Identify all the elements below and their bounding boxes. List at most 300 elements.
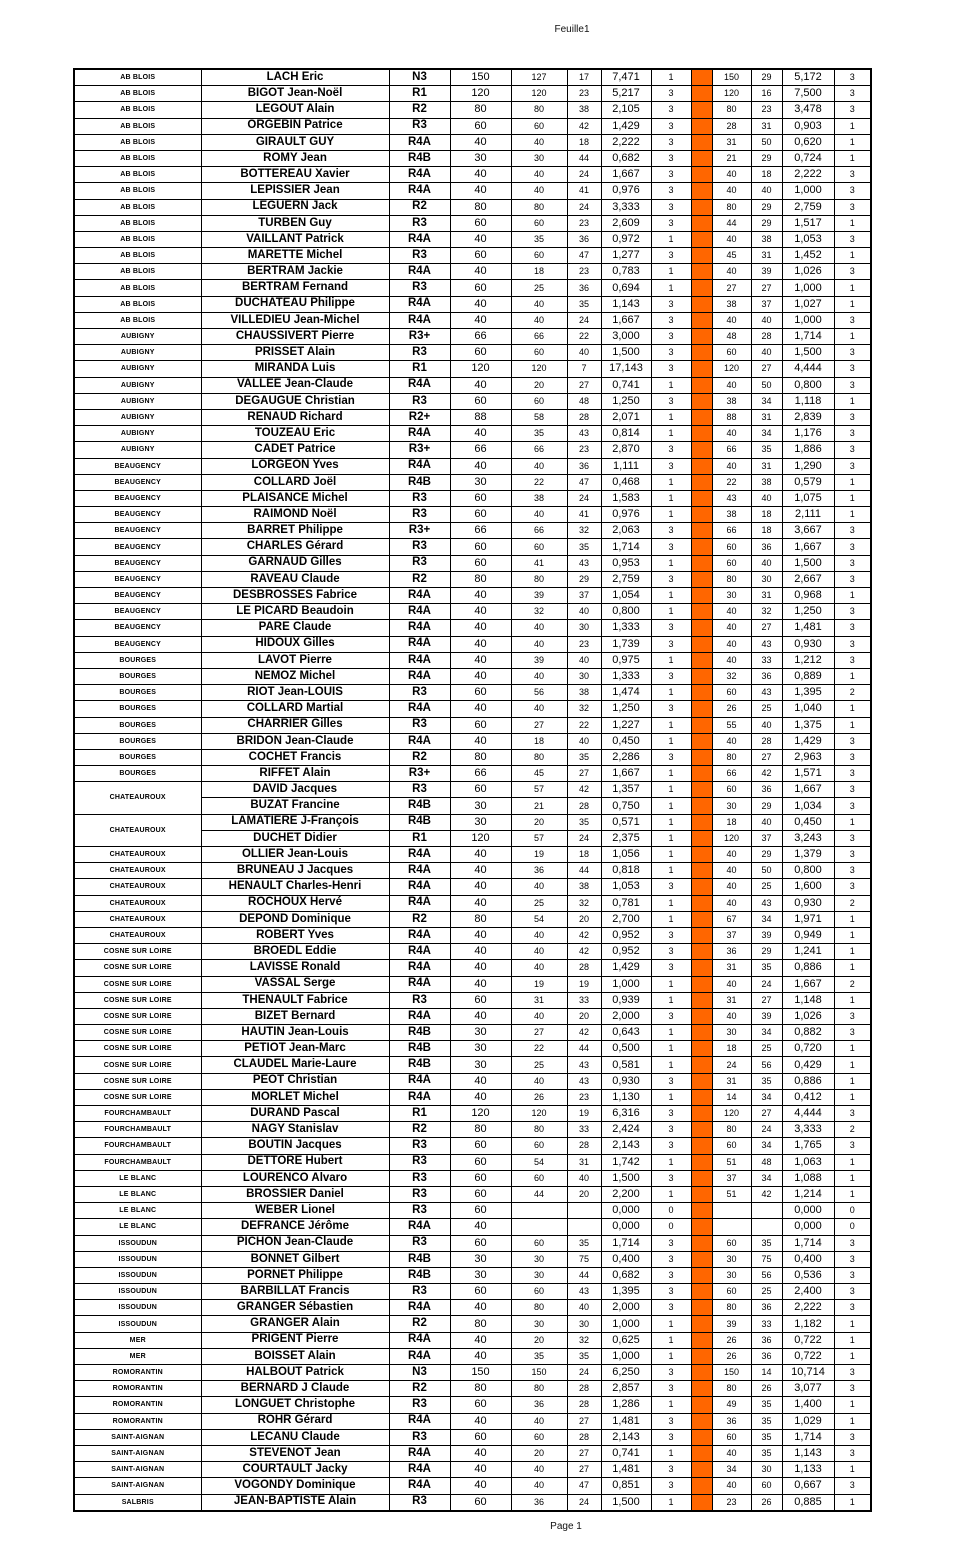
- value-cell-3: 36: [567, 458, 601, 474]
- player-name-cell: LEGOUT Alain: [201, 102, 389, 118]
- value-cell-5: 3: [651, 960, 691, 976]
- value-cell-6: 36: [712, 944, 751, 960]
- value-cell-2: 40: [511, 960, 567, 976]
- value-cell-3: 27: [567, 1445, 601, 1461]
- value-cell-2: 30: [511, 1251, 567, 1267]
- highlight-cell: [691, 231, 712, 247]
- value-cell-6: 40: [712, 426, 751, 442]
- value-cell-8: 0,722: [782, 1332, 834, 1348]
- club-cell: CHATEAUROUX: [74, 927, 201, 943]
- value-cell-6: 37: [712, 927, 751, 943]
- value-cell-1: 120: [450, 830, 511, 846]
- value-cell-4: 0,800: [601, 604, 651, 620]
- value-cell-8: 1,250: [782, 604, 834, 620]
- value-cell-9: 1: [834, 329, 871, 345]
- value-cell-8: 1,000: [782, 312, 834, 328]
- value-cell-7: 30: [751, 571, 782, 587]
- club-cell: FOURCHAMBAULT: [74, 1138, 201, 1154]
- player-name-cell: LEPISSIER Jean: [201, 183, 389, 199]
- highlight-cell: [691, 118, 712, 134]
- grade-cell: R4A: [389, 1445, 450, 1461]
- value-cell-9: 1: [834, 960, 871, 976]
- value-cell-2: 40: [511, 636, 567, 652]
- value-cell-3: 24: [567, 312, 601, 328]
- highlight-cell: [691, 167, 712, 183]
- value-cell-5: 3: [651, 1284, 691, 1300]
- value-cell-2: 40: [511, 620, 567, 636]
- value-cell-5: 3: [651, 1478, 691, 1494]
- value-cell-8: 1,143: [782, 1445, 834, 1461]
- value-cell-9: 2: [834, 685, 871, 701]
- value-cell-9: 3: [834, 604, 871, 620]
- value-cell-6: [712, 1219, 751, 1235]
- player-name-cell: BROSSIER Daniel: [201, 1186, 389, 1202]
- player-name-cell: GIRAULT GUY: [201, 134, 389, 150]
- value-cell-3: 40: [567, 1300, 601, 1316]
- club-cell: LE BLANC: [74, 1186, 201, 1202]
- value-cell-4: 1,500: [601, 1494, 651, 1511]
- value-cell-3: 47: [567, 1478, 601, 1494]
- value-cell-7: [751, 1203, 782, 1219]
- value-cell-8: 1,667: [782, 539, 834, 555]
- grade-cell: R4A: [389, 733, 450, 749]
- table-row: [74, 1494, 871, 1511]
- value-cell-3: 43: [567, 426, 601, 442]
- grade-cell: R4A: [389, 426, 450, 442]
- table-row: [74, 393, 871, 409]
- value-cell-6: 40: [712, 312, 751, 328]
- value-cell-4: 2,000: [601, 1008, 651, 1024]
- value-cell-2: 40: [511, 1008, 567, 1024]
- value-cell-7: 43: [751, 685, 782, 701]
- club-cell: ROMORANTIN: [74, 1413, 201, 1429]
- value-cell-6: 40: [712, 1445, 751, 1461]
- value-cell-5: 3: [651, 442, 691, 458]
- value-cell-9: 3: [834, 1300, 871, 1316]
- value-cell-9: 1: [834, 1494, 871, 1511]
- value-cell-1: 60: [450, 1186, 511, 1202]
- value-cell-8: 0,800: [782, 863, 834, 879]
- value-cell-5: 1: [651, 685, 691, 701]
- value-cell-1: 60: [450, 1397, 511, 1413]
- value-cell-4: 1,333: [601, 668, 651, 684]
- value-cell-4: 2,286: [601, 749, 651, 765]
- highlight-cell: [691, 1267, 712, 1283]
- value-cell-4: 1,481: [601, 1462, 651, 1478]
- table-row: [74, 1381, 871, 1397]
- value-cell-4: 0,972: [601, 231, 651, 247]
- value-cell-6: 40: [712, 863, 751, 879]
- value-cell-7: 40: [751, 490, 782, 506]
- value-cell-7: 38: [751, 231, 782, 247]
- table-row: [74, 539, 871, 555]
- club-cell: COSNE SUR LOIRE: [74, 1008, 201, 1024]
- value-cell-4: 1,357: [601, 782, 651, 798]
- highlight-cell: [691, 280, 712, 296]
- value-cell-3: 24: [567, 490, 601, 506]
- value-cell-1: 40: [450, 1445, 511, 1461]
- value-cell-9: 1: [834, 393, 871, 409]
- value-cell-9: 3: [834, 1025, 871, 1041]
- table-row: [74, 118, 871, 134]
- value-cell-9: 1: [834, 1057, 871, 1073]
- value-cell-8: 7,500: [782, 86, 834, 102]
- grade-cell: R2: [389, 1122, 450, 1138]
- value-cell-1: 60: [450, 1284, 511, 1300]
- value-cell-7: 31: [751, 409, 782, 425]
- club-cell: BEAUGENCY: [74, 588, 201, 604]
- value-cell-8: 0,968: [782, 588, 834, 604]
- player-name-cell: LOURENCO Alvaro: [201, 1170, 389, 1186]
- value-cell-6: 40: [712, 604, 751, 620]
- value-cell-6: 80: [712, 1122, 751, 1138]
- value-cell-4: 2,424: [601, 1122, 651, 1138]
- table-row: [74, 1235, 871, 1251]
- club-cell: COSNE SUR LOIRE: [74, 960, 201, 976]
- value-cell-7: 31: [751, 118, 782, 134]
- value-cell-6: 80: [712, 571, 751, 587]
- grade-cell: R4A: [389, 960, 450, 976]
- value-cell-8: 1,241: [782, 944, 834, 960]
- value-cell-6: 38: [712, 393, 751, 409]
- value-cell-6: 21: [712, 150, 751, 166]
- value-cell-5: 1: [651, 1025, 691, 1041]
- value-cell-3: 35: [567, 749, 601, 765]
- value-cell-6: 60: [712, 539, 751, 555]
- value-cell-2: 40: [511, 879, 567, 895]
- player-name-cell: RIFFET Alain: [201, 766, 389, 782]
- value-cell-1: 60: [450, 1429, 511, 1445]
- value-cell-5: 3: [651, 167, 691, 183]
- highlight-cell: [691, 1397, 712, 1413]
- player-name-cell: GRANGER Alain: [201, 1316, 389, 1332]
- value-cell-2: 40: [511, 183, 567, 199]
- highlight-cell: [691, 782, 712, 798]
- value-cell-7: 14: [751, 1365, 782, 1381]
- table-row: [74, 1267, 871, 1283]
- value-cell-8: 1,971: [782, 911, 834, 927]
- highlight-cell: [691, 604, 712, 620]
- value-cell-8: 1,034: [782, 798, 834, 814]
- player-name-cell: VILLEDIEU Jean-Michel: [201, 312, 389, 328]
- highlight-cell: [691, 766, 712, 782]
- value-cell-6: 43: [712, 490, 751, 506]
- player-name-cell: VAILLANT Patrick: [201, 231, 389, 247]
- value-cell-5: 0: [651, 1203, 691, 1219]
- value-cell-7: 24: [751, 976, 782, 992]
- highlight-cell: [691, 1348, 712, 1364]
- value-cell-7: 40: [751, 814, 782, 830]
- value-cell-8: 2,111: [782, 507, 834, 523]
- value-cell-9: 1: [834, 150, 871, 166]
- value-cell-9: 1: [834, 1397, 871, 1413]
- grade-cell: R4B: [389, 814, 450, 830]
- value-cell-6: 40: [712, 264, 751, 280]
- club-cell: AB BLOIS: [74, 215, 201, 231]
- value-cell-8: 1,765: [782, 1138, 834, 1154]
- value-cell-6: 28: [712, 118, 751, 134]
- value-cell-3: 28: [567, 1381, 601, 1397]
- value-cell-7: 29: [751, 199, 782, 215]
- value-cell-5: 3: [651, 393, 691, 409]
- value-cell-7: 34: [751, 393, 782, 409]
- highlight-cell: [691, 264, 712, 280]
- value-cell-7: 23: [751, 102, 782, 118]
- value-cell-1: 40: [450, 1332, 511, 1348]
- value-cell-5: 1: [651, 717, 691, 733]
- value-cell-5: 3: [651, 1073, 691, 1089]
- value-cell-2: 60: [511, 1138, 567, 1154]
- player-name-cell: PRISSET Alain: [201, 345, 389, 361]
- value-cell-2: 120: [511, 1106, 567, 1122]
- table-row: [74, 588, 871, 604]
- value-cell-5: 3: [651, 927, 691, 943]
- player-name-cell: NEMOZ Michel: [201, 668, 389, 684]
- value-cell-1: 60: [450, 118, 511, 134]
- value-cell-1: 60: [450, 507, 511, 523]
- value-cell-2: 19: [511, 976, 567, 992]
- value-cell-7: 42: [751, 766, 782, 782]
- highlight-cell: [691, 1413, 712, 1429]
- value-cell-6: 40: [712, 1008, 751, 1024]
- value-cell-1: 120: [450, 1106, 511, 1122]
- value-cell-6: 32: [712, 668, 751, 684]
- highlight-cell: [691, 830, 712, 846]
- value-cell-5: 1: [651, 1154, 691, 1170]
- value-cell-8: 1,088: [782, 1170, 834, 1186]
- value-cell-6: 120: [712, 1106, 751, 1122]
- value-cell-5: 3: [651, 879, 691, 895]
- value-cell-7: 27: [751, 1106, 782, 1122]
- value-cell-2: 40: [511, 668, 567, 684]
- value-cell-4: 0,500: [601, 1041, 651, 1057]
- value-cell-6: 30: [712, 1251, 751, 1267]
- value-cell-7: 33: [751, 1316, 782, 1332]
- value-cell-1: 40: [450, 167, 511, 183]
- highlight-cell: [691, 474, 712, 490]
- grade-cell: R3: [389, 782, 450, 798]
- value-cell-3: 32: [567, 701, 601, 717]
- value-cell-3: 35: [567, 1348, 601, 1364]
- value-cell-4: 3,333: [601, 199, 651, 215]
- value-cell-5: 1: [651, 555, 691, 571]
- value-cell-8: 1,212: [782, 652, 834, 668]
- value-cell-9: 3: [834, 345, 871, 361]
- value-cell-3: 42: [567, 118, 601, 134]
- value-cell-4: 0,976: [601, 507, 651, 523]
- value-cell-9: 1: [834, 1348, 871, 1364]
- value-cell-7: 60: [751, 1478, 782, 1494]
- grade-cell: R3: [389, 1429, 450, 1445]
- value-cell-8: 1,500: [782, 555, 834, 571]
- player-name-cell: LORGEON Yves: [201, 458, 389, 474]
- value-cell-7: 35: [751, 1073, 782, 1089]
- value-cell-5: 3: [651, 668, 691, 684]
- player-name-cell: BOTTEREAU Xavier: [201, 167, 389, 183]
- value-cell-1: 60: [450, 717, 511, 733]
- highlight-cell: [691, 911, 712, 927]
- value-cell-6: 40: [712, 231, 751, 247]
- highlight-cell: [691, 1203, 712, 1219]
- highlight-cell: [691, 458, 712, 474]
- value-cell-7: 30: [751, 1462, 782, 1478]
- value-cell-3: [567, 1203, 601, 1219]
- value-cell-3: 28: [567, 1138, 601, 1154]
- value-cell-1: 40: [450, 377, 511, 393]
- value-cell-6: 67: [712, 911, 751, 927]
- value-cell-4: 6,250: [601, 1365, 651, 1381]
- value-cell-2: 57: [511, 782, 567, 798]
- value-cell-7: 18: [751, 523, 782, 539]
- value-cell-8: 0,800: [782, 377, 834, 393]
- value-cell-3: 75: [567, 1251, 601, 1267]
- table-row: [74, 782, 871, 798]
- table-row: [74, 248, 871, 264]
- value-cell-8: 1,026: [782, 1008, 834, 1024]
- value-cell-7: 35: [751, 442, 782, 458]
- value-cell-6: 150: [712, 1365, 751, 1381]
- value-cell-5: 1: [651, 474, 691, 490]
- player-name-cell: DAVID Jacques: [201, 782, 389, 798]
- value-cell-3: 38: [567, 879, 601, 895]
- grade-cell: R3: [389, 992, 450, 1008]
- grade-cell: R4A: [389, 895, 450, 911]
- value-cell-4: 1,130: [601, 1089, 651, 1105]
- value-cell-2: 40: [511, 1478, 567, 1494]
- value-cell-9: 3: [834, 1381, 871, 1397]
- value-cell-5: 3: [651, 1429, 691, 1445]
- value-cell-6: 60: [712, 345, 751, 361]
- player-name-cell: OLLIER Jean-Louis: [201, 847, 389, 863]
- value-cell-1: 60: [450, 555, 511, 571]
- value-cell-2: 30: [511, 1267, 567, 1283]
- highlight-cell: [691, 814, 712, 830]
- value-cell-3: 47: [567, 474, 601, 490]
- value-cell-6: 38: [712, 507, 751, 523]
- value-cell-9: 1: [834, 701, 871, 717]
- value-cell-5: 1: [651, 507, 691, 523]
- value-cell-3: 38: [567, 685, 601, 701]
- grade-cell: R3: [389, 1154, 450, 1170]
- value-cell-2: 25: [511, 280, 567, 296]
- value-cell-8: 1,000: [782, 280, 834, 296]
- value-cell-2: 60: [511, 539, 567, 555]
- club-cell: LE BLANC: [74, 1203, 201, 1219]
- highlight-cell: [691, 1008, 712, 1024]
- value-cell-6: 30: [712, 1267, 751, 1283]
- highlight-cell: [691, 248, 712, 264]
- value-cell-7: 33: [751, 652, 782, 668]
- club-cell: COSNE SUR LOIRE: [74, 992, 201, 1008]
- grade-cell: R3: [389, 1235, 450, 1251]
- value-cell-7: 34: [751, 1170, 782, 1186]
- value-cell-9: 3: [834, 1284, 871, 1300]
- value-cell-5: 1: [651, 490, 691, 506]
- player-name-cell: DUCHET Didier: [201, 830, 389, 846]
- value-cell-1: 40: [450, 1348, 511, 1364]
- club-cell: AB BLOIS: [74, 296, 201, 312]
- value-cell-7: 39: [751, 264, 782, 280]
- club-cell: AB BLOIS: [74, 312, 201, 328]
- player-name-cell: MORLET Michel: [201, 1089, 389, 1105]
- value-cell-6: 66: [712, 766, 751, 782]
- value-cell-4: 0,400: [601, 1251, 651, 1267]
- value-cell-9: 3: [834, 539, 871, 555]
- value-cell-5: 1: [651, 992, 691, 1008]
- value-cell-1: 60: [450, 539, 511, 555]
- table-row: [74, 1008, 871, 1024]
- value-cell-5: 3: [651, 1365, 691, 1381]
- table-row: [74, 668, 871, 684]
- value-cell-3: 17: [567, 69, 601, 86]
- highlight-cell: [691, 1073, 712, 1089]
- highlight-cell: [691, 1186, 712, 1202]
- value-cell-7: 36: [751, 1300, 782, 1316]
- value-cell-1: 66: [450, 523, 511, 539]
- value-cell-1: 40: [450, 1413, 511, 1429]
- table-row: [74, 1057, 871, 1073]
- value-cell-3: 23: [567, 215, 601, 231]
- value-cell-9: 3: [834, 1445, 871, 1461]
- value-cell-2: 40: [511, 944, 567, 960]
- value-cell-4: 2,857: [601, 1381, 651, 1397]
- value-cell-7: 35: [751, 1429, 782, 1445]
- value-cell-2: 27: [511, 1025, 567, 1041]
- value-cell-2: 40: [511, 1413, 567, 1429]
- value-cell-6: 120: [712, 830, 751, 846]
- grade-cell: R4A: [389, 1073, 450, 1089]
- value-cell-1: 40: [450, 1300, 511, 1316]
- value-cell-4: 0,581: [601, 1057, 651, 1073]
- table-row: [74, 215, 871, 231]
- value-cell-5: 3: [651, 102, 691, 118]
- grade-cell: R3: [389, 118, 450, 134]
- highlight-cell: [691, 393, 712, 409]
- club-cell: CHATEAUROUX: [74, 879, 201, 895]
- value-cell-6: 36: [712, 1413, 751, 1429]
- value-cell-8: 0,886: [782, 1073, 834, 1089]
- value-cell-7: 25: [751, 879, 782, 895]
- highlight-cell: [691, 588, 712, 604]
- club-cell: ROMORANTIN: [74, 1365, 201, 1381]
- grade-cell: R4B: [389, 1251, 450, 1267]
- value-cell-5: 1: [651, 1041, 691, 1057]
- club-cell: AB BLOIS: [74, 183, 201, 199]
- value-cell-2: 38: [511, 490, 567, 506]
- value-cell-4: 1,227: [601, 717, 651, 733]
- value-cell-4: 1,667: [601, 766, 651, 782]
- player-name-cell: DUCHATEAU Philippe: [201, 296, 389, 312]
- player-name-cell: MARETTE Michel: [201, 248, 389, 264]
- value-cell-3: 22: [567, 717, 601, 733]
- value-cell-7: 29: [751, 847, 782, 863]
- value-cell-2: 25: [511, 895, 567, 911]
- value-cell-3: 24: [567, 199, 601, 215]
- player-name-cell: BARRET Philippe: [201, 523, 389, 539]
- value-cell-6: 40: [712, 183, 751, 199]
- grade-cell: R4A: [389, 134, 450, 150]
- table-row: [74, 231, 871, 247]
- value-cell-5: 1: [651, 733, 691, 749]
- value-cell-9: 1: [834, 1041, 871, 1057]
- highlight-cell: [691, 733, 712, 749]
- club-cell: BOURGES: [74, 749, 201, 765]
- highlight-cell: [691, 847, 712, 863]
- player-name-cell: COLLARD Martial: [201, 701, 389, 717]
- grade-cell: R4A: [389, 847, 450, 863]
- value-cell-6: 66: [712, 442, 751, 458]
- value-cell-5: 3: [651, 150, 691, 166]
